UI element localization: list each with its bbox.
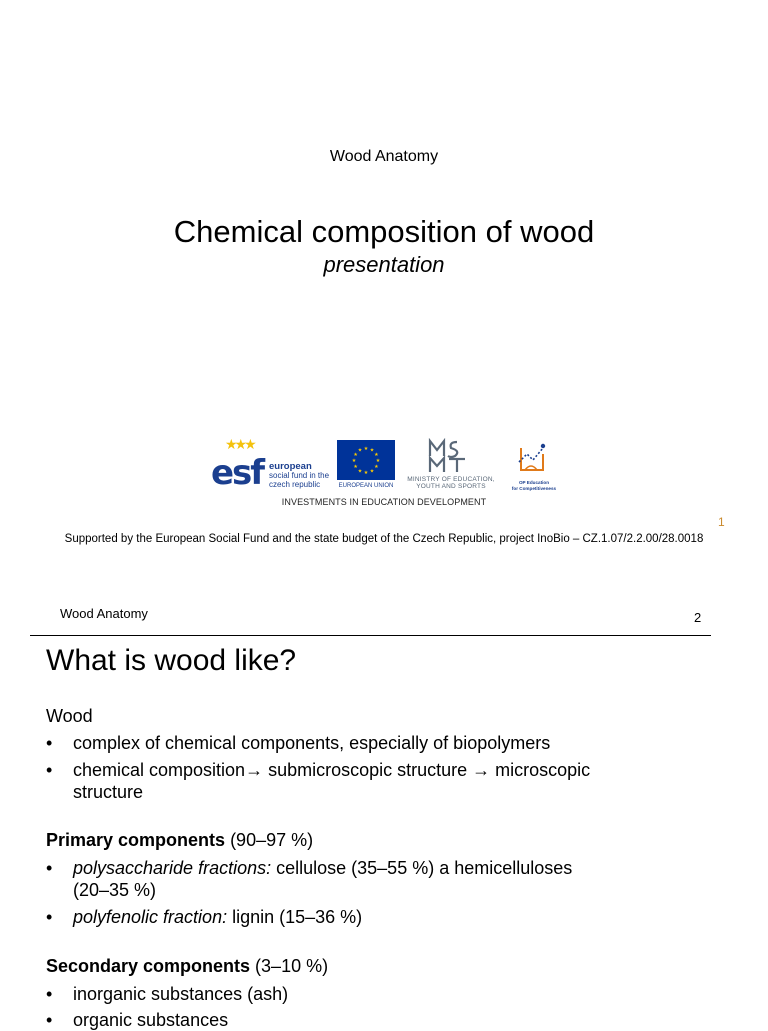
eu-star-icon: ★ <box>374 464 379 470</box>
bullet: • <box>46 984 53 1004</box>
list-item-line <box>73 857 713 879</box>
slide2-title: What is wood like? <box>46 644 297 677</box>
esf-text <box>269 462 329 489</box>
op-mark-icon <box>513 440 549 476</box>
bullet: • <box>46 760 53 780</box>
msmt-logo <box>399 438 503 494</box>
esf-stars-icon: ★★★ <box>225 436 254 452</box>
item-text: cellulose (35–55 %) a hemicelluloses <box>271 858 573 878</box>
list-item <box>73 759 713 803</box>
investments-caption: INVESTMENTS IN EDUCATION DEVELOPMENT <box>281 497 487 507</box>
list-item: organic substances <box>73 1010 229 1030</box>
eu-star-icon: ★ <box>374 452 379 458</box>
bullet: • <box>46 1010 53 1030</box>
secondary-components-heading <box>46 955 328 977</box>
esf-text-line1: european <box>269 461 312 472</box>
slide1-page-number: 1 <box>718 515 725 529</box>
header-divider <box>30 635 711 636</box>
op-text-line1: OP Education <box>518 480 550 485</box>
secondary-heading-bold: Secondary components <box>46 956 251 976</box>
eu-star-icon: ★ <box>357 447 363 454</box>
eu-label: EUROPEAN UNION <box>338 483 394 489</box>
list-item <box>73 906 713 928</box>
bullet: • <box>46 858 53 878</box>
item-label: polysaccharide fractions: <box>73 858 272 878</box>
bullet: • <box>46 907 53 927</box>
esf-text-line3: czech republic <box>269 480 321 489</box>
op-logo <box>507 440 561 494</box>
slide2-subject: Wood Anatomy <box>60 606 148 621</box>
eu-star-icon: ★ <box>353 452 358 458</box>
esf-text-line2: social fund in the <box>269 471 330 480</box>
eu-star-icon: ★ <box>363 470 369 476</box>
slide1-subject: Wood Anatomy <box>329 148 439 165</box>
bullet: • <box>46 733 53 753</box>
eu-logo <box>337 440 397 492</box>
eu-star-icon: ★ <box>353 464 358 470</box>
slide1-subtitle: presentation <box>323 252 445 277</box>
eu-star-icon: ★ <box>375 458 381 464</box>
eu-flag-icon <box>337 440 395 480</box>
eu-star-icon: ★ <box>369 468 375 475</box>
primary-heading-range: (90–97 %) <box>225 830 314 850</box>
esf-logo <box>211 436 333 493</box>
eu-star-icon: ★ <box>369 447 375 454</box>
op-text-line2: for Competitiveness <box>511 485 557 491</box>
list-item-line: chemical composition→ submicroscopic structure → microscopic <box>73 760 591 780</box>
op-text <box>507 480 561 491</box>
list-item-line: (20–35 %) <box>73 880 157 900</box>
msmt-text-line1: MINISTRY OF EDUCATION, <box>407 476 495 483</box>
item-text: lignin (15–36 %) <box>227 907 363 927</box>
msmt-text <box>399 476 503 490</box>
eu-star-icon: ★ <box>351 458 357 464</box>
primary-components-heading <box>46 829 313 851</box>
msmt-text-line2: YOUTH AND SPORTS <box>416 483 486 490</box>
list-item-line: structure <box>73 782 144 802</box>
sponsor-logo-bar <box>211 438 561 494</box>
support-statement: Supported by the European Social Fund and the state budget of the Czech Republic, project InoBio – CZ.1.07/2.2.00/28.0018 <box>64 533 704 545</box>
slide2-page-number: 2 <box>694 610 702 625</box>
list-item: complex of chemical components, especially of biopolymers <box>73 733 551 753</box>
list-item <box>73 857 713 901</box>
item-label: polyfenolic fraction: <box>73 907 228 927</box>
list-item: inorganic substances (ash) <box>73 984 289 1004</box>
primary-heading-bold: Primary components <box>46 830 226 850</box>
slide1-title: Chemical composition of wood <box>173 214 595 249</box>
msmt-mark-icon <box>427 438 467 474</box>
wood-heading: Wood <box>46 706 93 726</box>
eu-star-icon: ★ <box>363 446 369 452</box>
eu-star-icon: ★ <box>357 468 363 475</box>
esf-mark: esf <box>211 453 264 493</box>
secondary-heading-range: (3–10 %) <box>250 956 329 976</box>
